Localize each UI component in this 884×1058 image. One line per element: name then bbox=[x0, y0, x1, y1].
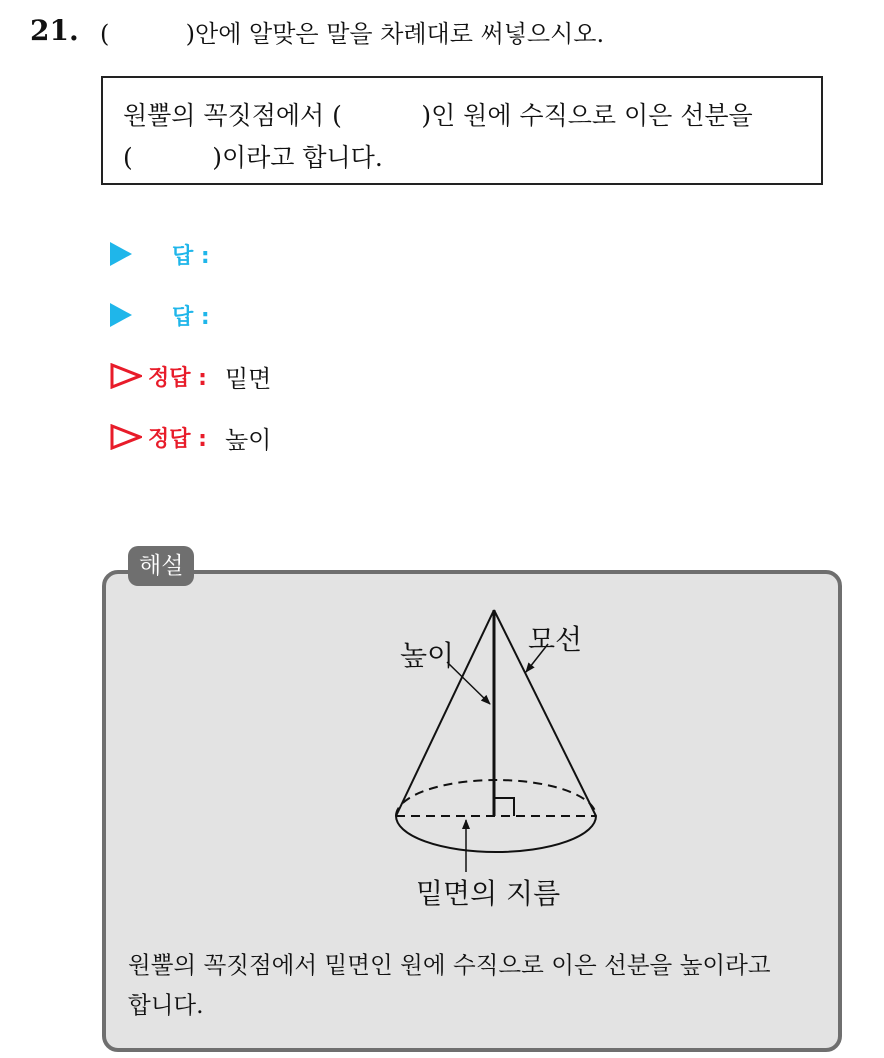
height-label: 높이 bbox=[400, 639, 455, 672]
base-front-arc bbox=[396, 816, 596, 852]
base-diameter-label: 밑면의 지름 bbox=[416, 877, 561, 910]
correct-answer-label: 정답 : bbox=[148, 426, 207, 452]
correct-answer-label: 정답 : bbox=[148, 365, 207, 391]
correct-answer-value: 밑면 bbox=[224, 364, 272, 393]
correct-answer-value: 높이 bbox=[224, 425, 272, 454]
explanation-line-2: 합니다. bbox=[128, 991, 204, 1019]
answer-label: 답 : bbox=[172, 304, 210, 330]
explanation-line-1: 원뿔의 꼭짓점에서 밑면인 원에 수직으로 이은 선분을 높이라고 bbox=[128, 951, 771, 979]
question-text: ( )안에 알맞은 말을 차례대로 써넣으시오. bbox=[100, 20, 605, 48]
question-box-line-1: 원뿔의 꼭짓점에서 ( )인 원에 수직으로 이은 선분을 bbox=[123, 101, 753, 130]
right-angle-mark bbox=[494, 798, 514, 816]
explanation-text bbox=[128, 945, 828, 1025]
question-number: 21. bbox=[30, 14, 79, 47]
question-box-line-2: ( )이라고 합니다. bbox=[123, 143, 383, 172]
slant-height-label: 모선 bbox=[528, 623, 583, 656]
explanation-tag: 해설 bbox=[128, 546, 194, 586]
answer-label: 답 : bbox=[172, 243, 210, 269]
